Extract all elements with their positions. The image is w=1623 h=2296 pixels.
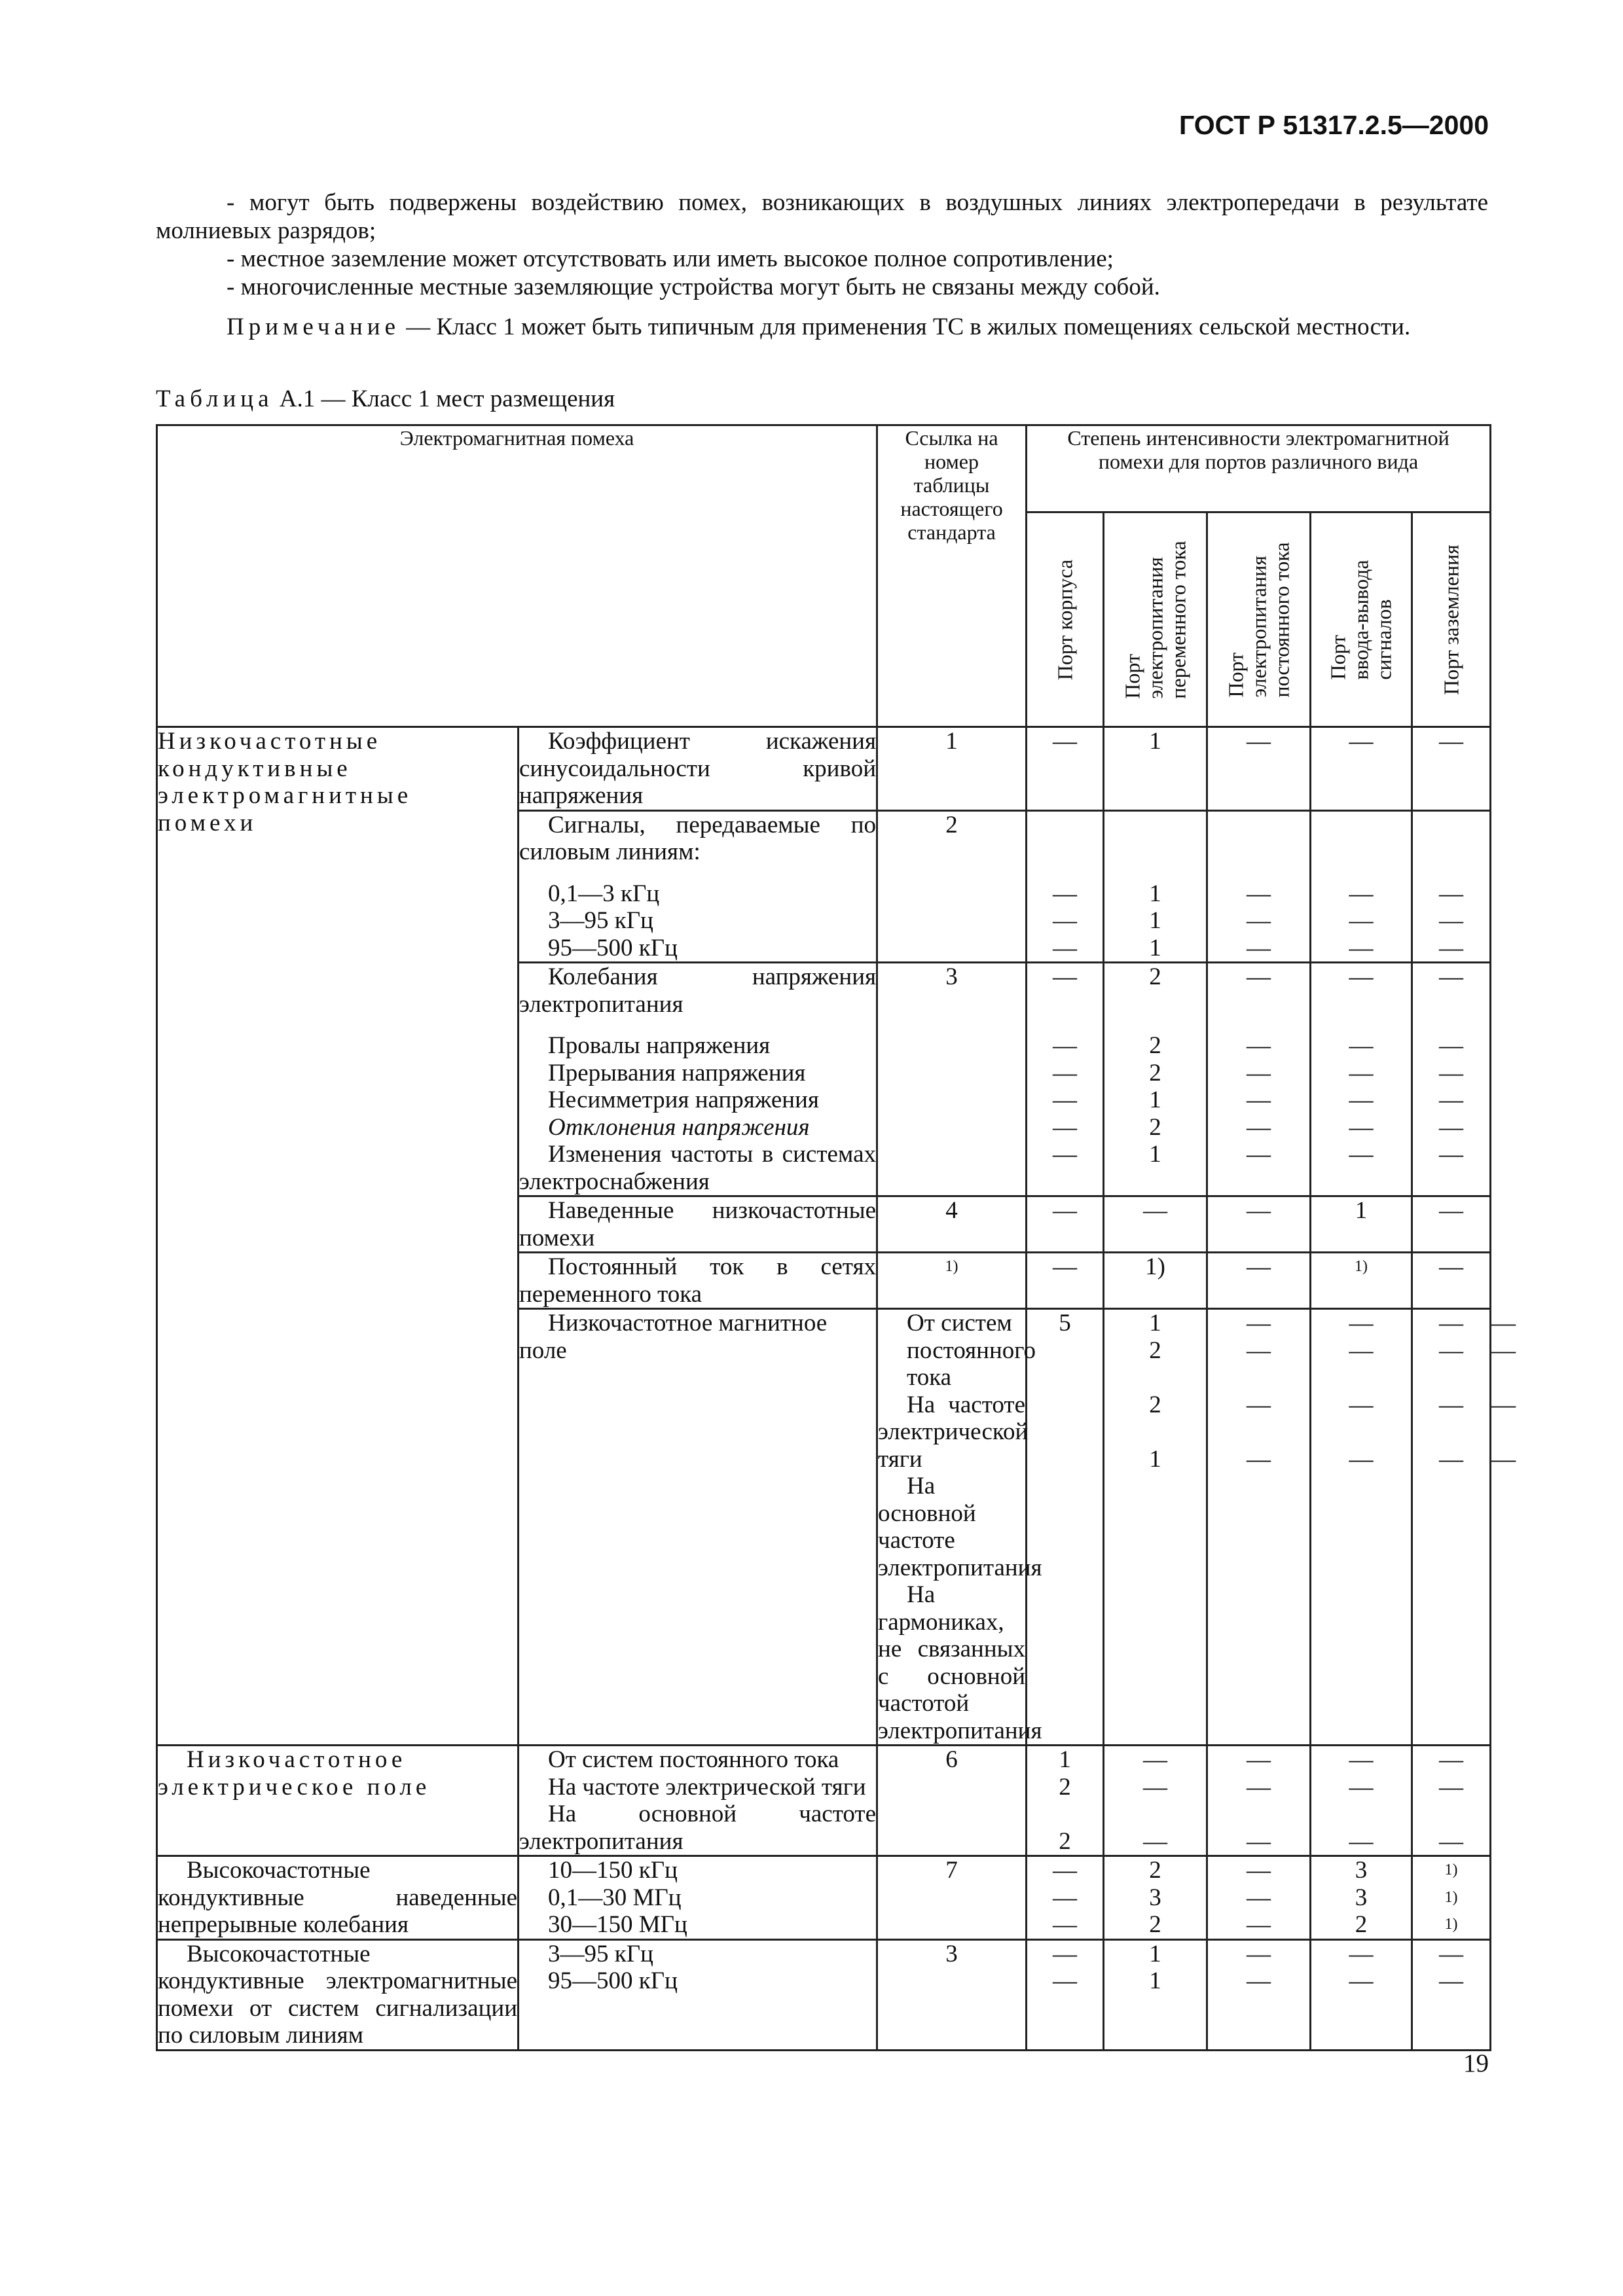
- value-col: 1 1 1: [1104, 810, 1207, 963]
- note-label: Примечание: [227, 314, 400, 340]
- ref-number: 6: [877, 1746, 1027, 1856]
- table-caption-label: Таблица: [156, 386, 274, 412]
- table-row: Низкочастотное магнитное поле От систем постоянного тока На частоте электрической тяги На основной частоте электропитания На гармониках, не связанных с основной частотой электропитания 5 1 2 2 1 — — — — — — — — — — — — — — — —: [519, 1310, 1516, 1744]
- value: —: [1412, 1253, 1491, 1309]
- value: —: [1412, 727, 1491, 811]
- phenomenon: Наведенные низкочастотные помехи: [519, 1197, 877, 1251]
- value-col: 1) 1) 1): [1412, 1856, 1491, 1940]
- category-hf-mains-signalling: Высокочастотные кондуктивные электромагнитные помехи от систем сигнализации по силовым линиям: [158, 1940, 517, 2049]
- value-col: — — — —: [1412, 1309, 1491, 1746]
- value-col: — — — — — —: [1311, 963, 1412, 1196]
- value-col: — — —: [1412, 810, 1491, 963]
- intro-item: - местное заземление может отсутствовать или иметь высокое полное сопротивление;: [227, 245, 1114, 272]
- document-code: ГОСТ Р 51317.2.5—2000: [1179, 110, 1489, 140]
- value: —: [1027, 1196, 1104, 1253]
- ref-number: 1: [877, 727, 1027, 811]
- ref-number: 2: [877, 810, 1027, 963]
- page-number: 19: [1463, 2049, 1489, 2077]
- value-col: — —: [1412, 1939, 1491, 2050]
- value-col: — — —: [1027, 1856, 1104, 1940]
- category-hf-conducted-cw: Высокочастотные кондуктивные наведенные непрерывные колебания: [158, 1857, 517, 1938]
- value-col: — — — —: [1207, 1309, 1311, 1746]
- table-caption: [156, 385, 615, 413]
- intro-text: [156, 188, 1488, 341]
- ref-number: 5: [1027, 1309, 1104, 1746]
- ref-number: 4: [877, 1196, 1027, 1253]
- value-col: 3 3 2: [1311, 1856, 1412, 1940]
- value: —: [1207, 727, 1311, 811]
- ref-number: 7: [877, 1856, 1027, 1940]
- category-lf-magnetic: Низкочастотное магнитное поле: [519, 1309, 877, 1746]
- table-row: [157, 727, 1491, 811]
- header-port-dc-power: Порт электропитания постоянного тока: [1207, 512, 1311, 727]
- table-row: [157, 1939, 1491, 2050]
- value: —: [1027, 1253, 1104, 1309]
- table-caption-text: А.1 — Класс 1 мест размещения: [273, 386, 615, 412]
- value-col: — — —: [1311, 810, 1412, 963]
- placement-class-table: [156, 424, 1516, 2051]
- phenomenon: Сигналы, передаваемые по силовым линиям: 0,1—3 кГц 3—95 кГц 95—500 кГц: [519, 811, 877, 961]
- value-col: — — —: [1207, 1746, 1311, 1856]
- note: [156, 313, 1488, 341]
- header-reference: Ссылка на номер таблицы настоящего стандарта: [877, 425, 1027, 727]
- ref-footnote: 1): [877, 1253, 1027, 1309]
- value: —: [1311, 727, 1412, 811]
- value-col: — — —: [1104, 1746, 1207, 1856]
- value-col: 1 2 2: [1027, 1746, 1104, 1856]
- value: —: [1207, 1196, 1311, 1253]
- header-port-signal-io: Порт ввода-вывода сигналов: [1311, 512, 1412, 727]
- value: —: [1412, 1196, 1491, 1253]
- value-col: — — — —: [1311, 1309, 1412, 1746]
- intro-item: - многочисленные местные заземляющие устройства могут быть не связаны между собой.: [227, 274, 1160, 300]
- header-port-earth: Порт заземления: [1412, 512, 1491, 727]
- table-row: [157, 1856, 1491, 1940]
- value-col: — —: [1207, 1939, 1311, 2050]
- value-col: 2 2 2 1 2 1: [1104, 963, 1207, 1196]
- category-lf-conducted: Низкочастотные кондуктивные электромагнитные помехи: [157, 727, 519, 1746]
- value-col: — — —: [1311, 1746, 1412, 1856]
- value-col: — — — — — —: [1027, 963, 1104, 1196]
- value-col: — — —: [1207, 1856, 1311, 1940]
- category-lf-electric: Низкочастотное электрическое поле: [157, 1746, 519, 1856]
- note-text: — Класс 1 может быть типичным для применения ТС в жилых помещениях сельской местности.: [400, 314, 1411, 340]
- value: —: [1207, 1253, 1311, 1309]
- phenomenon: Колебания напряжения электропитания Провалы напряжения Прерывания напряжения Несимметрия напряжения Отклонения напряжения Изменения частоты в системах электроснабжения: [519, 963, 877, 1195]
- value: 1): [1104, 1253, 1207, 1309]
- value-col: — — — — — —: [1207, 963, 1311, 1196]
- value: 1: [1104, 727, 1207, 811]
- value-col: — —: [1027, 1939, 1104, 2050]
- ref-number: 3: [877, 963, 1027, 1196]
- header-port-enclosure: Порт корпуса: [1027, 512, 1104, 727]
- header-port-ac-power: Порт электропитания переменного тока: [1104, 512, 1207, 727]
- value-col: — — —: [1412, 1746, 1491, 1856]
- phenomenon: 3—95 кГц 95—500 кГц: [519, 1939, 877, 2050]
- value-col: — —: [1311, 1939, 1412, 2050]
- value-col: 1 2 2 1: [1104, 1309, 1207, 1746]
- value: 1): [1311, 1253, 1412, 1309]
- ref-number: 3: [877, 1939, 1027, 2050]
- phenomenon: Постоянный ток в сетях переменного тока: [519, 1253, 877, 1308]
- table-row: [157, 1746, 1491, 1856]
- phenomenon: 10—150 кГц 0,1—30 МГц 30—150 МГц: [519, 1856, 877, 1940]
- value: 1: [1311, 1196, 1412, 1253]
- phenomenon: Коэффициент искажения синусоидальности кривой напряжения: [519, 728, 877, 809]
- value-col: — — —: [1027, 810, 1104, 963]
- phenomenon: От систем постоянного тока На частоте электрической тяги На основной частоте электропитания На гармониках, не связанных с основной частотой электропитания: [878, 1310, 1042, 1744]
- header-phenomenon: Электромагнитная помеха: [157, 425, 877, 727]
- value-col: 2 3 2: [1104, 1856, 1207, 1940]
- value-col: 1 1: [1104, 1939, 1207, 2050]
- intro-item: - могут быть подвержены воздействию помех, возникающих в воздушных линиях электропередачи в результате молниевых разрядов;: [156, 189, 1488, 244]
- value: —: [1104, 1196, 1207, 1253]
- value-col: — — —: [1207, 810, 1311, 963]
- value-col: — — — — — —: [1412, 963, 1491, 1196]
- value: —: [1027, 727, 1104, 811]
- phenomenon: От систем постоянного тока На частоте электрической тяги На основной частоте электропитания: [519, 1746, 877, 1855]
- header-intensity-group: Степень интенсивности электромагнитной помехи для портов различного вида: [1027, 425, 1491, 512]
